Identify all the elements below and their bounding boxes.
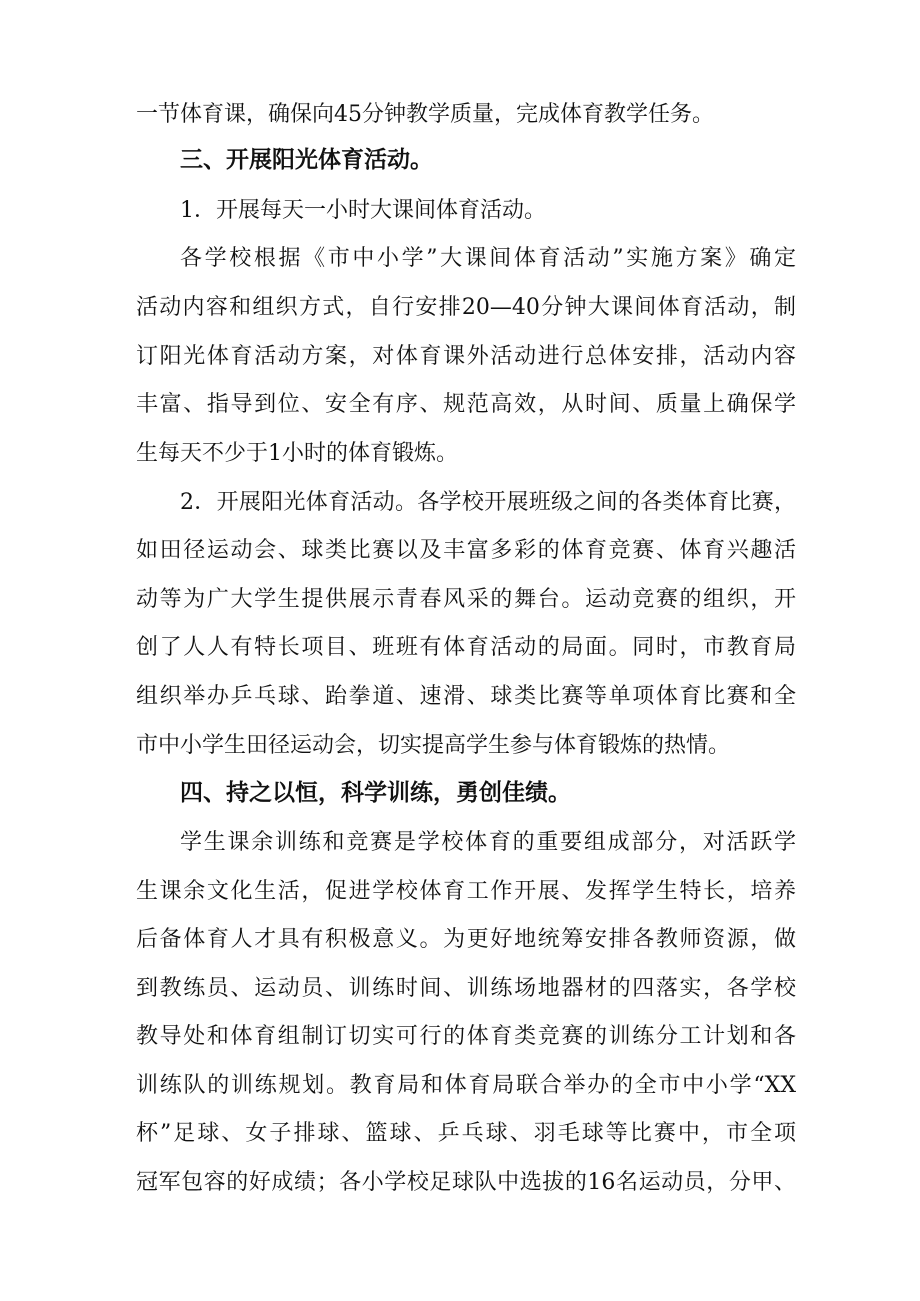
item-2-line-1: 2．开展阳光体育活动。各学校开展班级之间的各类体育比赛， [180, 490, 796, 515]
item-2-line-6: 市中小学生田径运动会，切实提高学生参与体育锻炼的热情。 [136, 733, 731, 758]
intro-line-1: 一节体育课，确保向45分钟教学质量，完成体育教学任务。 [136, 102, 714, 127]
item-1-title: 1．开展每天一小时大课间体育活动。 [180, 198, 546, 223]
section-3-heading: 三、开展阳光体育活动。 [180, 147, 433, 173]
item-2-line-5: 组织举办乒乓球、跆拳道、速滑、球类比赛等单项体育比赛和全 [136, 684, 796, 709]
item-1-line-3: 订阳光体育活动方案，对体育课外活动进行总体安排，活动内容 [136, 344, 796, 369]
item-1-line-5: 生每天不少于1小时的体育锻炼。 [136, 441, 458, 466]
section-4-line-1: 学生课余训练和竞赛是学校体育的重要组成部分，对活跃学 [180, 830, 796, 855]
section-4-line-5: 教导处和体育组制订切实可行的体育类竞赛的训练分工计划和各 [136, 1024, 796, 1049]
section-4-line-8: 冠军包容的好成绩；各小学校足球队中选拔的16名运动员，分甲、 [136, 1170, 796, 1195]
item-1-line-2: 活动内容和组织方式，自行安排20—40分钟大课间体育活动，制 [136, 295, 796, 320]
section-4-line-4: 到教练员、运动员、训练时间、训练场地器材的四落实，各学校 [136, 976, 796, 1001]
section-4-line-3: 后备体育人才具有积极意义。为更好地统筹安排各教师资源，做 [136, 927, 796, 952]
section-4-line-2: 生课余文化生活，促进学校体育工作开展、发挥学生特长，培养 [136, 879, 796, 904]
section-4-line-7: 杯”足球、女子排球、篮球、乒乓球、羽毛球等比赛中，市全项 [136, 1121, 796, 1146]
item-2-line-4: 创了人人有特长项目、班班有体育活动的局面。同时，市教育局 [136, 635, 796, 660]
item-2-line-3: 动等为广大学生提供展示青春风采的舞台。运动竞赛的组织，开 [136, 587, 796, 612]
item-1-line-4: 丰富、指导到位、安全有序、规范高效，从时间、质量上确保学 [136, 392, 796, 417]
item-2-line-2: 如田径运动会、球类比赛以及丰富多彩的体育竞赛、体育兴趣活 [136, 538, 796, 563]
section-4-line-6: 训练队的训练规划。教育局和体育局联合举办的全市中小学“XX [136, 1073, 796, 1098]
item-1-line-1: 各学校根据《市中小学”大课间体育活动”实施方案》确定 [180, 246, 796, 271]
section-4-heading: 四、持之以恒，科学训练，勇创佳绩。 [180, 780, 571, 806]
